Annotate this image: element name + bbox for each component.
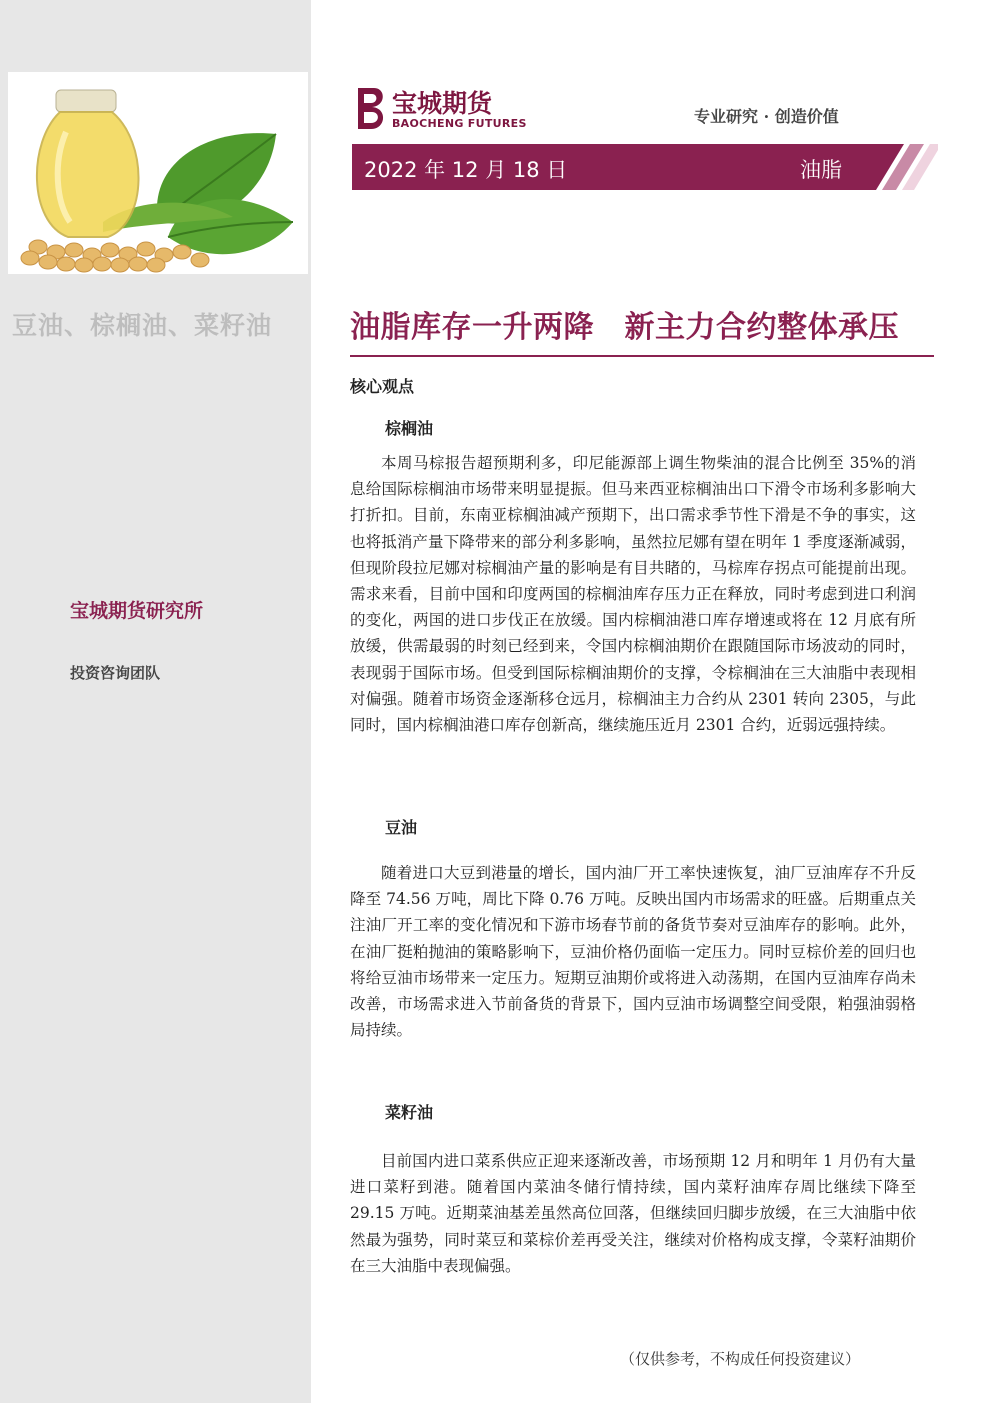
section-body-soybean-oil: 随着进口大豆到港量的增长，国内油厂开工率快速恢复，油厂豆油库存不升反降至 74.56 万吨，周比下降 0.76 万吨。反映出国内市场需求的旺盛。后期重点关注油厂开工率的变化情况和下游市场春节前的备货节奏对豆油库存的影响。此外，在油厂挺粕抛油的策略影响下，豆油价格仍面临一定压力。同时豆棕价差的回归也将给豆油市场带来一定压力。短期豆油期价或将进入动荡期，在国内豆油库存尚未改善，市场需求进入节前备货的背景下，国内豆油市场调整空间受限，粕强油弱格局持续。 <box>350 864 916 1040</box>
sidebar <box>0 0 311 1403</box>
disclaimer: （仅供参考，不构成任何投资建议） <box>620 1350 861 1368</box>
team-name: 投资咨询团队 <box>70 664 161 682</box>
headline-divider <box>350 355 934 357</box>
oil-jar-soybean-image <box>8 72 308 274</box>
section-body-rapeseed-oil: 目前国内进口菜系供应正迎来逐渐改善，市场预期 12 月和明年 1 月仍有大量进口菜籽到港。随着国内菜油冬储行情持续，国内菜籽油库存周比继续下降至 29.15 万吨。近期菜油基差虽然高位回落，但继续回归脚步放缓，在三大油脂中依然最为强势，同时菜豆和菜棕价差再受关注，继续对价格构成支撑，令菜籽油期价在三大油脂中表现偏强。 <box>350 1152 916 1275</box>
logo-mark-icon <box>352 84 388 132</box>
slogan: 专业研究 · 创造价值 <box>694 107 839 126</box>
section-title-palm-oil: 棕榈油 <box>385 419 434 438</box>
report-headline: 油脂库存一升两降 新主力合约整体承压 <box>350 310 899 345</box>
logo-english-name: BAOCHENG FUTURES <box>392 117 527 130</box>
sidebar-category-tag: 豆油、棕榈油、菜籽油 <box>12 311 273 340</box>
core-view-label: 核心观点 <box>350 377 415 396</box>
report-date: 2022 年 12 月 18 日 <box>364 158 568 182</box>
date-banner <box>352 144 938 190</box>
section-title-soybean-oil: 豆油 <box>385 818 418 837</box>
report-category: 油脂 <box>800 158 842 182</box>
company-logo <box>352 84 532 132</box>
section-title-rapeseed-oil: 菜籽油 <box>385 1103 434 1122</box>
institute-name: 宝城期货研究所 <box>70 600 204 622</box>
logo-chinese-name: 宝城期货 <box>392 89 493 118</box>
section-body-palm-oil: 本周马棕报告超预期利多，印尼能源部上调生物柴油的混合比例至 35%的消息给国际棕榈油市场带来明显提振。但马来西亚棕榈油出口下滑令市场利多影响大打折扣。目前，东南亚棕榈油减产预期下，出口需求季节性下滑是不争的事实，这也将抵消产量下降带来的部分利多影响，虽然拉尼娜有望在明年 1 季度逐渐减弱，但现阶段拉尼娜对棕榈油产量的影响是有目共睹的，马棕库存拐点可能提前出现。需求来看，目前中国和印度两国的棕榈油库存压力正在释放，同时考虑到进口利润的变化，两国的进口步伐正在放缓。国内棕榈油港口库存增速或将在 12 月底有所放缓，供需最弱的时刻已经到来，令国内棕榈油期价在跟随国际市场波动的同时，表现弱于国际市场。但受到国际棕榈油期价的支撑，令棕榈油在三大油脂中表现相对偏强。随着市场资金逐渐移仓远月，棕榈油主力合约从 2301 转向 2305，与此同时，国内棕榈油港口库存创新高，继续施压近月 2301 合约，近弱远强持续。 <box>350 454 916 735</box>
